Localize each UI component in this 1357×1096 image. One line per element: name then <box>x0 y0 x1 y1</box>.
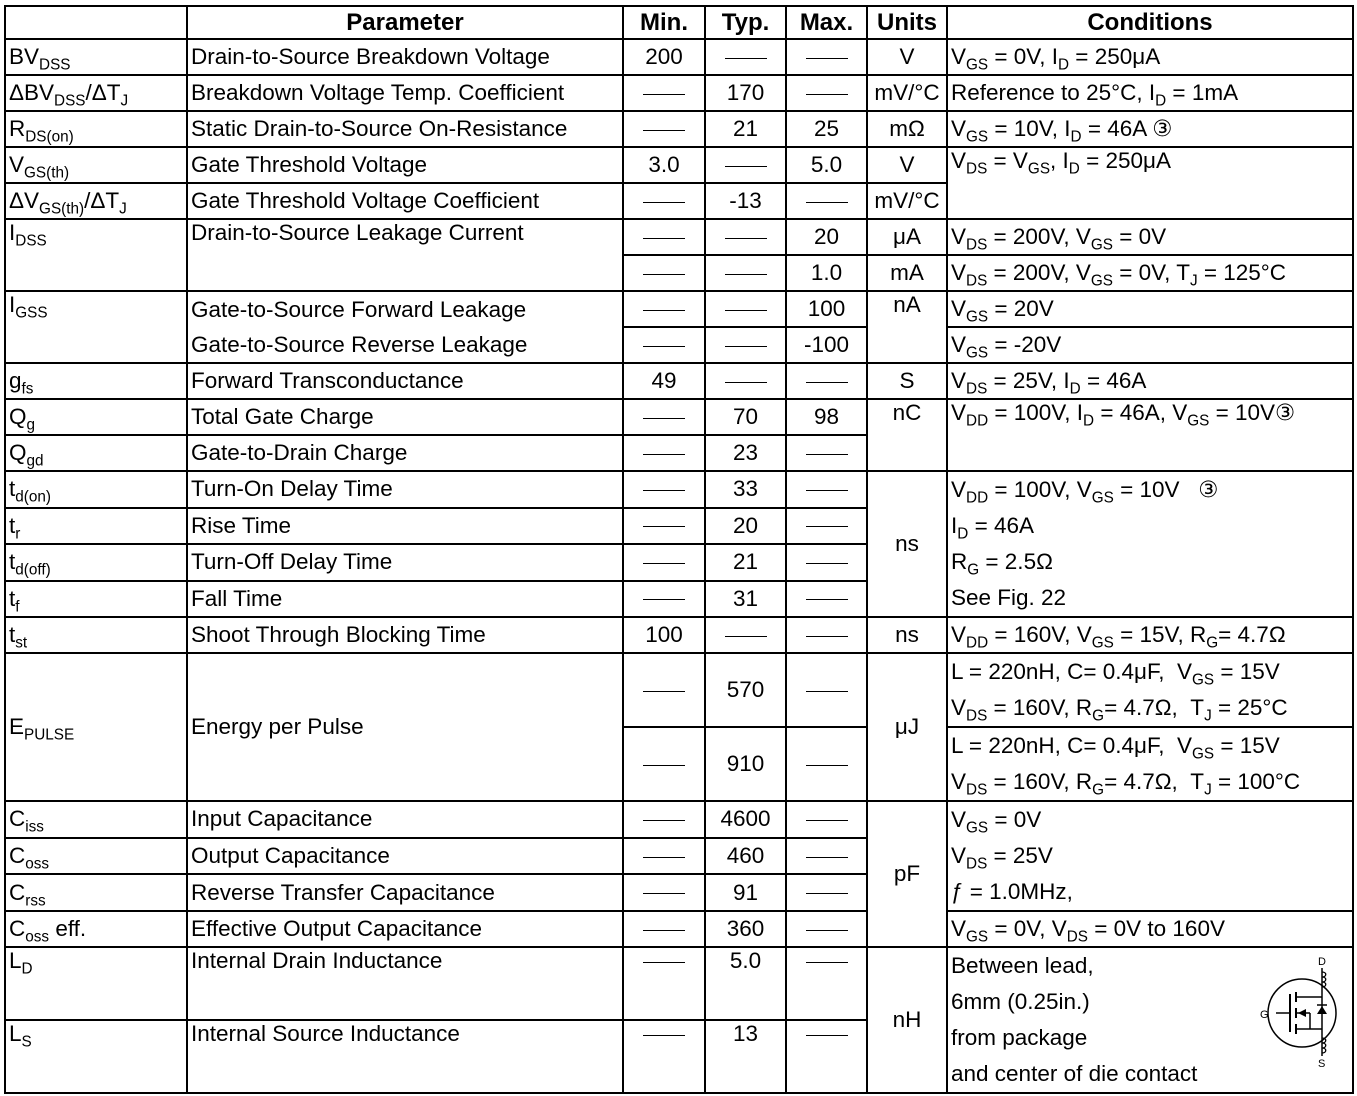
max-cell <box>786 363 867 399</box>
conditions-cell: $V_{DS} = 25V$, $I_D = 46A$ <box>947 363 1353 399</box>
symbol-cell: $V_{GS(th)}$ <box>5 147 187 183</box>
min-cell <box>623 874 705 911</box>
header-max: Max. <box>786 6 867 39</box>
min-cell <box>623 653 705 727</box>
symbol-cell: $t_f$ <box>5 581 187 618</box>
table-row <box>5 947 1353 1020</box>
max-cell <box>786 435 867 471</box>
units-cell: ns <box>867 617 947 653</box>
table-row <box>5 75 1353 111</box>
header-min: Min. <box>623 6 705 39</box>
conditions-cell: Reference to 25°C, $I_D = 1mA$ <box>947 75 1353 111</box>
units-cell: V <box>867 147 947 183</box>
max-cell <box>786 183 867 219</box>
electrical-characteristics-table <box>4 5 1354 1094</box>
typ-cell: 21 <box>705 544 786 581</box>
typ-cell: 91 <box>705 874 786 911</box>
symbol-cell: $t_{st}$ <box>5 617 187 653</box>
min-cell <box>623 508 705 545</box>
parameter-cell: Energy per Pulse <box>187 653 623 801</box>
units-cell: μA <box>867 219 947 255</box>
parameter-cell: Input Capacitance <box>187 801 623 838</box>
table-row <box>5 911 1353 947</box>
max-cell: 20 <box>786 219 867 255</box>
symbol-cell: $I_{GSS}$ <box>5 291 187 363</box>
parameter-cell: Drain-to-Source Breakdown Voltage <box>187 39 623 75</box>
units-cell: pF <box>867 801 947 947</box>
typ-cell: 13 <box>705 1020 786 1093</box>
parameter-cell: Drain-to-Source Leakage Current <box>187 219 623 291</box>
conditions-cell: $V_{GS} = 0V$, $I_D = 250\mu A$ <box>947 39 1353 75</box>
units-cell: ns <box>867 471 947 617</box>
typ-cell <box>705 147 786 183</box>
conditions-cell: $V_{GS} = 0V$, $V_{DS} = 0V$ to 160V <box>947 911 1353 947</box>
conditions-cell: $V_{GS} = -20V$ <box>947 327 1353 363</box>
min-cell <box>623 947 705 1020</box>
max-cell <box>786 1020 867 1093</box>
parameter-cell: Static Drain-to-Source On-Resistance <box>187 111 623 147</box>
max-cell: 98 <box>786 399 867 435</box>
typ-cell <box>705 327 786 363</box>
max-cell <box>786 838 867 875</box>
typ-cell: 23 <box>705 435 786 471</box>
typ-cell: 4600 <box>705 801 786 838</box>
source-label: S <box>1318 1058 1326 1068</box>
symbol-cell: $g_{fs}$ <box>5 363 187 399</box>
conditions-cell: $V_{DS} = 200V$, $V_{GS} = 0V$, $T_J = 125^\circ C$ <box>947 255 1353 291</box>
conditions-cell: $V_{DS} = 200V$, $V_{GS} = 0V$ <box>947 219 1353 255</box>
conditions-cell: $V_{DS} = V_{GS}$, $I_D = 250\mu A$ <box>947 147 1353 219</box>
max-cell <box>786 947 867 1020</box>
conditions-cell: L = 220nH, C= 0.4μF, $V_{GS} = 15V$ $V_{DS} = 160V$, $R_G= 4.7\Omega$, $T_J = 25^\circ C$ <box>947 653 1353 727</box>
min-cell <box>623 544 705 581</box>
table-row <box>5 291 1353 327</box>
typ-cell: 33 <box>705 471 786 508</box>
table-row <box>5 617 1353 653</box>
parameter-cell: Rise Time <box>187 508 623 545</box>
typ-cell: 70 <box>705 399 786 435</box>
typ-cell: 5.0 <box>705 947 786 1020</box>
conditions-cell: $V_{GS} = 20V$ <box>947 291 1353 327</box>
min-cell <box>623 1020 705 1093</box>
header-units: Units <box>867 6 947 39</box>
symbol-cell: $R_{DS(on)}$ <box>5 111 187 147</box>
typ-cell: 31 <box>705 581 786 618</box>
table-row <box>5 801 1353 838</box>
units-cell: mA <box>867 255 947 291</box>
typ-cell: 21 <box>705 111 786 147</box>
typ-cell: 170 <box>705 75 786 111</box>
typ-cell: 360 <box>705 911 786 947</box>
min-cell: 49 <box>623 363 705 399</box>
min-cell <box>623 255 705 291</box>
max-cell <box>786 653 867 727</box>
min-cell <box>623 435 705 471</box>
conditions-cell: $V_{GS} = 0V$ $V_{DS} = 25V$ ƒ = 1.0MHz, <box>947 801 1353 911</box>
units-cell: mΩ <box>867 111 947 147</box>
max-cell <box>786 471 867 508</box>
parameter-cell: Effective Output Capacitance <box>187 911 623 947</box>
typ-cell: 460 <box>705 838 786 875</box>
units-cell: mV/°C <box>867 75 947 111</box>
header-parameter: Parameter <box>187 6 623 39</box>
min-cell <box>623 801 705 838</box>
units-cell: V <box>867 39 947 75</box>
symbol-cell: $I_{DSS}$ <box>5 219 187 291</box>
min-cell: 3.0 <box>623 147 705 183</box>
parameter-cell: Turn-Off Delay Time <box>187 544 623 581</box>
min-cell: 200 <box>623 39 705 75</box>
max-cell <box>786 874 867 911</box>
min-cell <box>623 327 705 363</box>
conditions-cell: $V_{GS} = 10V$, $I_D = 46A$ ③ <box>947 111 1353 147</box>
symbol-cell: $Q_{gd}$ <box>5 435 187 471</box>
header-symbol <box>5 6 187 39</box>
parameter-cell: Breakdown Voltage Temp. Coefficient <box>187 75 623 111</box>
min-cell <box>623 399 705 435</box>
max-cell <box>786 75 867 111</box>
max-cell <box>786 39 867 75</box>
symbol-cell: $BV_{DSS}$ <box>5 39 187 75</box>
max-cell <box>786 801 867 838</box>
table-row <box>5 399 1353 435</box>
max-cell <box>786 544 867 581</box>
min-cell <box>623 911 705 947</box>
units-cell: nA <box>867 291 947 363</box>
table-row <box>5 471 1353 508</box>
parameter-cell: Internal Drain Inductance <box>187 947 623 1020</box>
typ-cell <box>705 617 786 653</box>
gate-label: G <box>1260 1009 1269 1021</box>
symbol-cell: $L_S$ <box>5 1020 187 1093</box>
symbol-cell: $\Delta V_{GS(th)}/\Delta T_J$ <box>5 183 187 219</box>
symbol-cell: $L_D$ <box>5 947 187 1020</box>
parameter-cell: Fall Time <box>187 581 623 618</box>
mosfet-symbol-icon <box>1256 956 1348 1068</box>
max-cell <box>786 617 867 653</box>
table-row <box>5 363 1353 399</box>
symbol-cell: $Q_g$ <box>5 399 187 435</box>
header-typ: Typ. <box>705 6 786 39</box>
symbol-cell: $\Delta BV_{DSS}/\Delta T_J$ <box>5 75 187 111</box>
symbol-cell: $t_{d(off)}$ <box>5 544 187 581</box>
min-cell <box>623 727 705 801</box>
parameter-cell: Gate Threshold Voltage <box>187 147 623 183</box>
units-cell: nH <box>867 947 947 1093</box>
symbol-cell: $C_{oss}$ eff. <box>5 911 187 947</box>
conditions-cell: Between lead, 6mm (0.25in.) from package and center of die contact D G S <box>947 947 1353 1093</box>
conditions-cell: $V_{DD} = 100V$, $V_{GS} = 10V$ ③ $I_D = 46A$ $R_G = 2.5\Omega$ See Fig. 22 <box>947 471 1353 617</box>
typ-cell <box>705 39 786 75</box>
min-cell <box>623 471 705 508</box>
max-cell: 5.0 <box>786 147 867 183</box>
conditions-cell: $V_{DD} = 100V$, $I_D = 46A$, $V_{GS}$ = 10V③ <box>947 399 1353 471</box>
table-row <box>5 219 1353 255</box>
units-cell: nC <box>867 399 947 471</box>
min-cell <box>623 581 705 618</box>
parameter-cell: Reverse Transfer Capacitance <box>187 874 623 911</box>
min-cell <box>623 219 705 255</box>
min-cell <box>623 111 705 147</box>
parameter-cell: Gate-to-Drain Charge <box>187 435 623 471</box>
parameter-cell: Shoot Through Blocking Time <box>187 617 623 653</box>
typ-cell: 20 <box>705 508 786 545</box>
parameter-cell: Total Gate Charge <box>187 399 623 435</box>
drain-label: D <box>1318 956 1326 968</box>
symbol-cell: $t_r$ <box>5 508 187 545</box>
table-row <box>5 147 1353 183</box>
typ-cell <box>705 363 786 399</box>
max-cell: 25 <box>786 111 867 147</box>
table-row <box>5 111 1353 147</box>
min-cell <box>623 75 705 111</box>
units-cell: μJ <box>867 653 947 801</box>
parameter-cell: Gate-to-Source Reverse Leakage <box>187 327 623 363</box>
min-cell <box>623 838 705 875</box>
parameter-cell: Gate-to-Source Forward Leakage <box>187 291 623 327</box>
max-cell: 1.0 <box>786 255 867 291</box>
parameter-cell: Turn-On Delay Time <box>187 471 623 508</box>
parameter-cell: Forward Transconductance <box>187 363 623 399</box>
parameter-cell: Gate Threshold Voltage Coefficient <box>187 183 623 219</box>
symbol-cell: $C_{oss}$ <box>5 838 187 875</box>
table-row <box>5 327 1353 363</box>
header-conditions: Conditions <box>947 6 1353 39</box>
min-cell <box>623 291 705 327</box>
table-row <box>5 39 1353 75</box>
parameter-cell: Output Capacitance <box>187 838 623 875</box>
symbol-cell: $t_{d(on)}$ <box>5 471 187 508</box>
typ-cell: 570 <box>705 653 786 727</box>
max-cell: 100 <box>786 291 867 327</box>
table-row <box>5 653 1353 727</box>
max-cell <box>786 581 867 618</box>
max-cell <box>786 911 867 947</box>
min-cell: 100 <box>623 617 705 653</box>
conditions-cell: $V_{DD} = 160V$, $V_{GS} = 15V$, $R_G= 4.7\Omega$ <box>947 617 1353 653</box>
min-cell <box>623 183 705 219</box>
symbol-cell: $C_{rss}$ <box>5 874 187 911</box>
typ-cell: -13 <box>705 183 786 219</box>
typ-cell <box>705 219 786 255</box>
units-cell: mV/°C <box>867 183 947 219</box>
symbol-cell: $C_{iss}$ <box>5 801 187 838</box>
units-cell: S <box>867 363 947 399</box>
typ-cell: 910 <box>705 727 786 801</box>
parameter-cell: Internal Source Inductance <box>187 1020 623 1093</box>
max-cell: -100 <box>786 327 867 363</box>
max-cell <box>786 727 867 801</box>
max-cell <box>786 508 867 545</box>
typ-cell <box>705 291 786 327</box>
typ-cell <box>705 255 786 291</box>
conditions-cell: L = 220nH, C= 0.4μF, $V_{GS} = 15V$ $V_{DS} = 160V$, $R_G= 4.7\Omega$, $T_J = 100^\circ C$ <box>947 727 1353 801</box>
symbol-cell: $E_{PULSE}$ <box>5 653 187 801</box>
